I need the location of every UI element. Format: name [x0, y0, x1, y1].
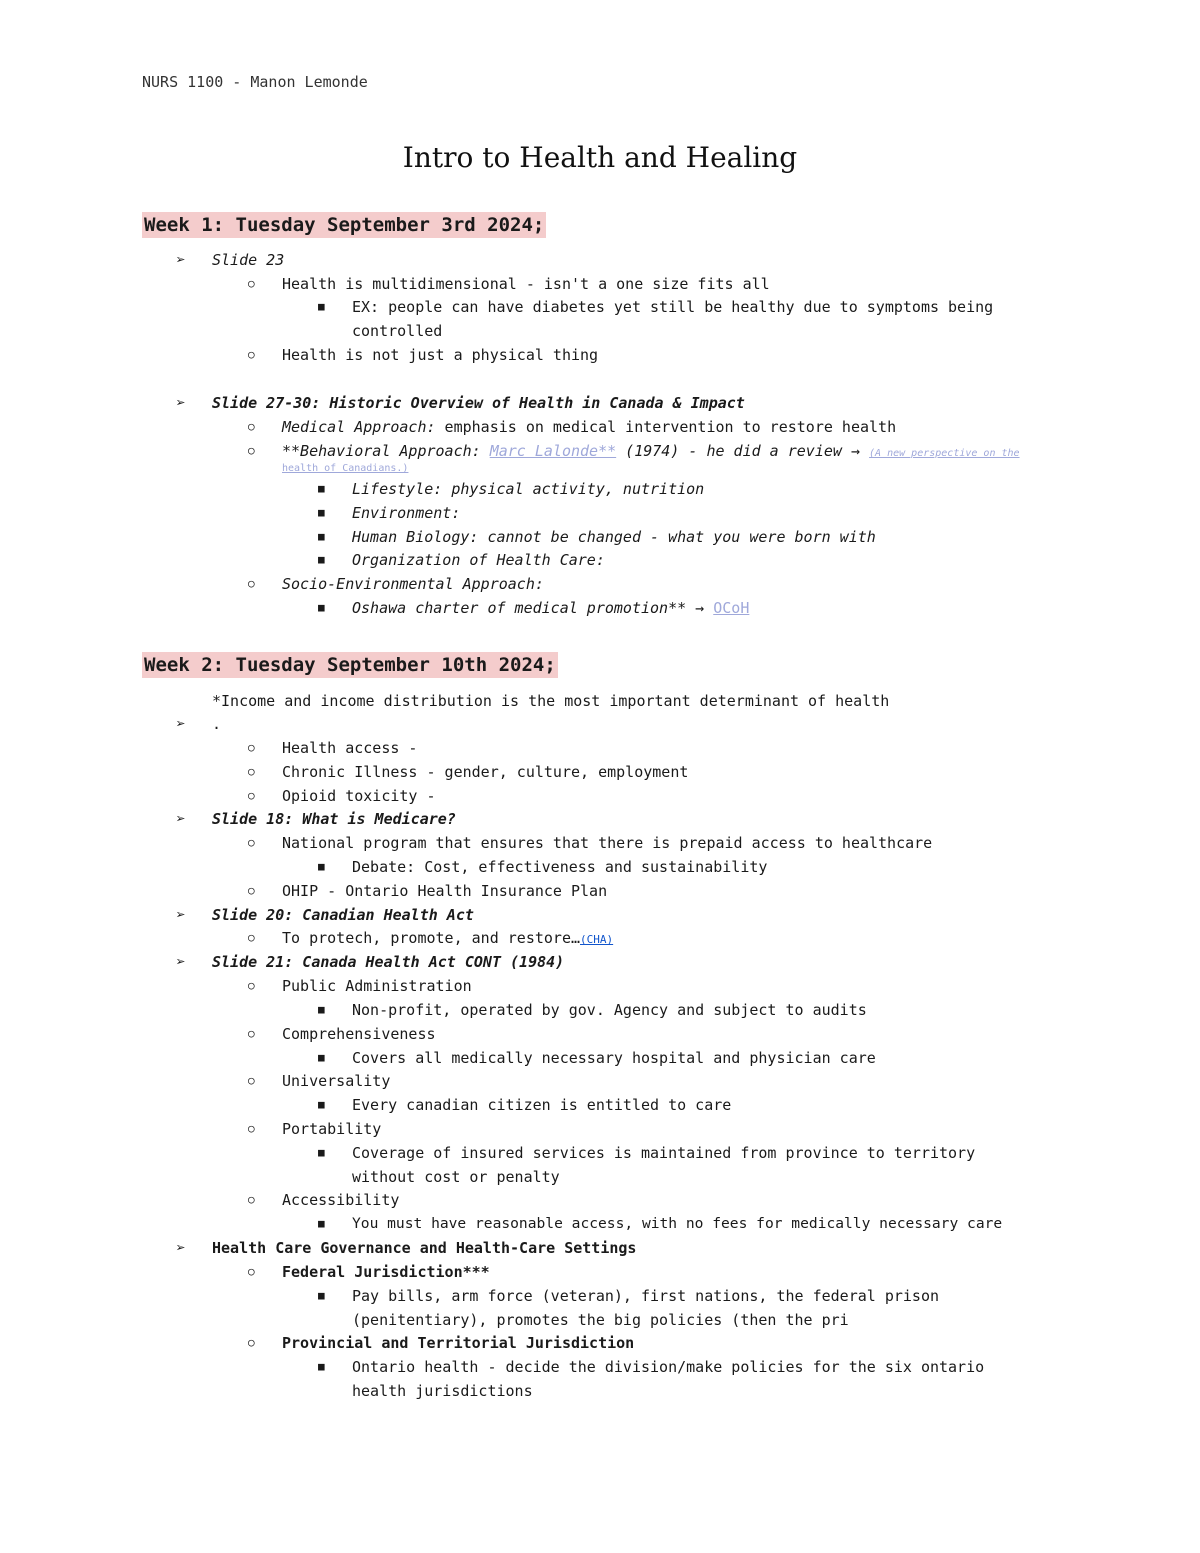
arrow-bullet-icon: ➢: [176, 1238, 186, 1257]
list-item: Environment:: [352, 504, 461, 522]
slide-21-heading: Slide 21: Canada Health Act CONT (1984): [212, 953, 565, 971]
list-item: Ontario health - decide the division/make policies for the six ontario: [352, 1358, 985, 1376]
course-header: NURS 1100 - Manon Lemonde: [142, 73, 368, 91]
slide-23-heading: Slide 23: [212, 251, 285, 269]
list-item: Public Administration: [282, 977, 472, 995]
square-bullet-icon: ■: [318, 553, 325, 566]
arrow-bullet-icon: ➢: [176, 809, 186, 828]
behavioral-approach-text: (1974) - he did a review →: [616, 442, 870, 460]
marc-lalonde-link[interactable]: Marc Lalonde**: [489, 442, 617, 460]
arrow-bullet-icon: ➢: [176, 393, 186, 412]
square-bullet-icon: ■: [318, 1360, 325, 1373]
lalonde-report-link[interactable]: (A new perspective on the: [869, 448, 1020, 459]
income-note: *Income and income distribution is the most important determinant of health: [212, 692, 890, 710]
list-item: OHIP - Ontario Health Insurance Plan: [282, 882, 608, 900]
list-item: You must have reasonable access, with no fees for medically necessary care: [352, 1215, 1003, 1232]
square-bullet-icon: ■: [318, 482, 325, 495]
list-item: EX: people can have diabetes yet still be healthy due to symptoms being: [352, 298, 994, 316]
list-item: Socio-Environmental Approach:: [282, 575, 544, 593]
list-item: Universality: [282, 1072, 391, 1090]
circle-bullet-icon: ○: [248, 1336, 255, 1349]
protect-text: To protech, promote, and restore…: [282, 929, 581, 947]
circle-bullet-icon: ○: [248, 1027, 255, 1040]
square-bullet-icon: ■: [318, 860, 325, 873]
list-item: Debate: Cost, effectiveness and sustainability: [352, 858, 768, 876]
list-item-continued: (penitentiary), promotes the big policies (then the pri: [352, 1311, 849, 1329]
list-item: Pay bills, arm force (veteran), first nations, the federal prison: [352, 1287, 939, 1305]
list-item: Health access -: [282, 739, 418, 757]
circle-bullet-icon: ○: [248, 1122, 255, 1135]
list-item-continued: without cost or penalty: [352, 1168, 560, 1186]
square-bullet-icon: ■: [318, 506, 325, 519]
governance-heading: Health Care Governance and Health-Care Settings: [212, 1239, 637, 1257]
square-bullet-icon: ■: [318, 1217, 325, 1230]
circle-bullet-icon: ○: [248, 1265, 255, 1278]
slide-20-heading: Slide 20: Canadian Health Act: [212, 906, 474, 924]
list-item: Organization of Health Care:: [352, 551, 605, 569]
arrow-bullet-icon: ➢: [176, 952, 186, 971]
document-title: Intro to Health and Healing: [402, 141, 798, 174]
square-bullet-icon: ■: [318, 1098, 325, 1111]
square-bullet-icon: ■: [318, 601, 325, 614]
list-item: Accessibility: [282, 1191, 400, 1209]
slide-27-heading: Slide 27-30: Historic Overview of Health in Canada & Impact: [212, 394, 745, 412]
arrow-bullet-icon: ➢: [176, 905, 186, 924]
list-item: Health is not just a physical thing: [282, 346, 599, 364]
circle-bullet-icon: ○: [248, 765, 255, 778]
list-item-continued: health jurisdictions: [352, 1382, 533, 1400]
arrow-bullet-icon: ➢: [176, 250, 186, 269]
cha-link[interactable]: (CHA): [580, 933, 614, 946]
list-item: Non-profit, operated by gov. Agency and subject to audits: [352, 1001, 867, 1019]
slide-18-heading: Slide 18: What is Medicare?: [212, 810, 456, 828]
list-item: Lifestyle: physical activity, nutrition: [352, 480, 705, 498]
behavioral-approach-label: **Behavioral Approach:: [282, 442, 490, 460]
week1-heading: Week 1: Tuesday September 3rd 2024;: [144, 214, 545, 236]
list-item-continued: controlled: [352, 322, 443, 340]
arrow-bullet-icon: ➢: [176, 714, 186, 733]
medical-approach-label: Medical Approach:: [282, 418, 436, 436]
list-item: .: [212, 715, 222, 733]
list-item: Health is multidimensional - isn't a one size fits all: [282, 275, 770, 293]
list-item: Coverage of insured services is maintained from province to territory: [352, 1144, 976, 1162]
circle-bullet-icon: ○: [248, 836, 255, 849]
circle-bullet-icon: ○: [248, 277, 255, 290]
list-item: [282, 928, 613, 950]
list-item: Covers all medically necessary hospital and physician care: [352, 1049, 876, 1067]
square-bullet-icon: ■: [318, 1289, 325, 1302]
list-item: Portability: [282, 1120, 382, 1138]
circle-bullet-icon: ○: [248, 1193, 255, 1206]
medical-approach-text: emphasis on medical intervention to restore health: [435, 418, 897, 436]
list-item: Opioid toxicity -: [282, 787, 436, 805]
circle-bullet-icon: ○: [248, 884, 255, 897]
circle-bullet-icon: ○: [248, 931, 255, 944]
square-bullet-icon: ■: [318, 1146, 325, 1159]
week2-heading: Week 2: Tuesday September 10th 2024;: [144, 654, 556, 676]
list-item: Provincial and Territorial Jurisdiction: [282, 1334, 635, 1352]
list-item: Chronic Illness - gender, culture, employment: [282, 763, 689, 781]
square-bullet-icon: ■: [318, 1003, 325, 1016]
list-item: [352, 598, 749, 618]
list-item: [282, 417, 896, 437]
list-item: [282, 441, 1020, 464]
circle-bullet-icon: ○: [248, 741, 255, 754]
list-item: Every canadian citizen is entitled to care: [352, 1096, 732, 1114]
list-item: Federal Jurisdiction***: [282, 1263, 490, 1281]
circle-bullet-icon: ○: [248, 789, 255, 802]
circle-bullet-icon: ○: [248, 348, 255, 361]
circle-bullet-icon: ○: [248, 577, 255, 590]
lalonde-report-link-cont[interactable]: health of Canadians.): [282, 463, 409, 474]
list-item: National program that ensures that there is prepaid access to healthcare: [282, 834, 933, 852]
circle-bullet-icon: ○: [248, 979, 255, 992]
circle-bullet-icon: ○: [248, 1074, 255, 1087]
list-item: Comprehensiveness: [282, 1025, 436, 1043]
ocoh-link[interactable]: OCoH: [713, 599, 750, 617]
square-bullet-icon: ■: [318, 530, 325, 543]
circle-bullet-icon: ○: [248, 420, 255, 433]
oshawa-text: Oshawa charter of medical promotion** →: [352, 599, 714, 617]
square-bullet-icon: ■: [318, 1051, 325, 1064]
circle-bullet-icon: ○: [248, 444, 255, 457]
square-bullet-icon: ■: [318, 300, 325, 313]
list-item: Human Biology: cannot be changed - what you were born with: [352, 528, 876, 546]
